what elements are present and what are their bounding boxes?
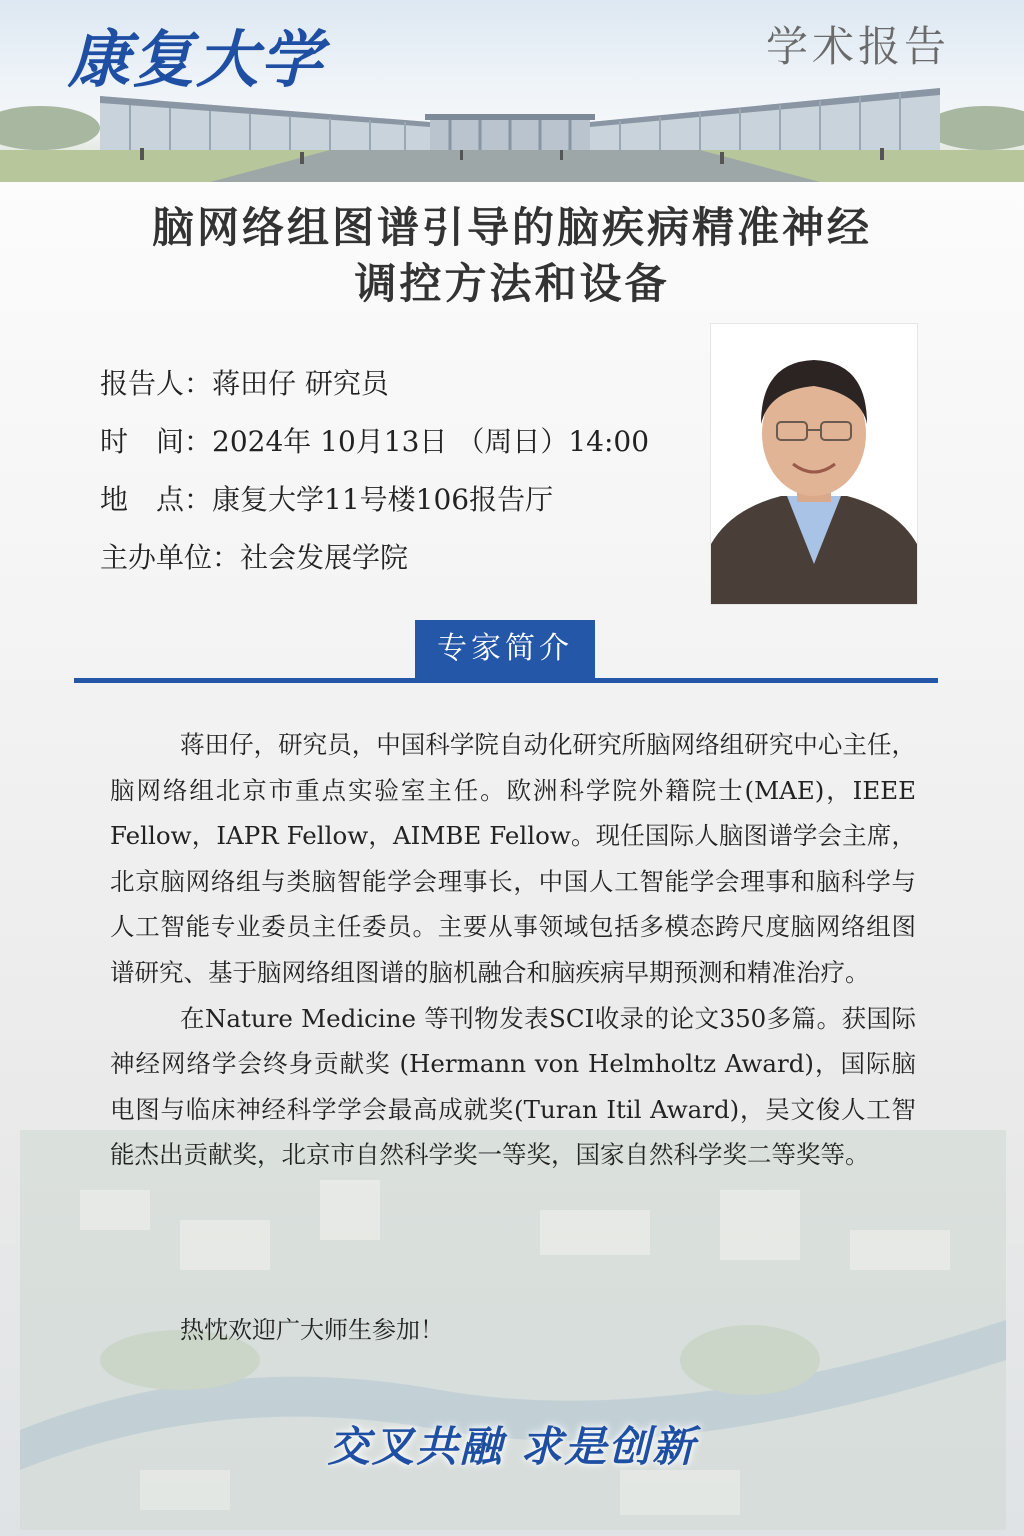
expert-intro-heading: 专家简介 bbox=[415, 620, 595, 678]
talk-title-line1: 脑网络组图谱引导的脑疾病精准神经 bbox=[151, 203, 872, 252]
header-banner bbox=[0, 0, 1024, 182]
speaker-row bbox=[100, 360, 649, 418]
talk-info bbox=[100, 360, 649, 592]
talk-title-line2: 调控方法和设备 bbox=[354, 259, 670, 308]
university-logo: 康复大学 bbox=[68, 23, 325, 96]
place-value: 康复大学11号楼106报告厅 bbox=[212, 483, 554, 516]
bio-paragraph-1: 蒋田仔，研究员，中国科学院自动化研究所脑网络组研究中心主任，脑网络组北京市重点实验室主任。欧洲科学院外籍院士(MAE)，IEEE Fellow，IAPR Fellow，AIMBE Fellow。现任国际人脑图谱学会主席，北京脑网络组与类脑智能学会理事长，中国人工智能学会理事和脑科学与人工智能专业委员主任委员。主要从事领域包括多模态跨尺度脑网络组图谱研究、基于脑网络组图谱的脑机融合和脑疾病早期预测和精准治疗。 bbox=[110, 730, 916, 987]
place-label: 地 点： bbox=[100, 483, 213, 516]
speaker-portrait bbox=[711, 324, 917, 604]
expert-bio bbox=[110, 722, 916, 1178]
host-label: 主办单位： bbox=[100, 541, 241, 574]
speaker-photo bbox=[710, 323, 918, 605]
slogan: 交叉共融 求是创新 bbox=[327, 1422, 697, 1471]
bio-paragraph-2: 在Nature Medicine 等刊物发表SCI收录的论文350多篇。获国际神经网络学会终身贡献奖 (Hermann von Helmholtz Award)，国际脑电图与临床神经科学学会最高成就奖(Turan Itil Award)，吴文俊人工智能杰出贡献奖，北京市自然科学奖一等奖，国家自然科学奖二等奖等。 bbox=[110, 1003, 916, 1170]
time-value: 2024年 10月13日 （周日）14:00 bbox=[212, 425, 650, 458]
academic-report-tag: 学术报告 bbox=[765, 22, 950, 71]
place-row bbox=[100, 476, 649, 534]
speaker-label: 报告人： bbox=[100, 367, 213, 400]
time-row bbox=[100, 418, 649, 476]
talk-title bbox=[0, 200, 1024, 312]
time-label: 时 间： bbox=[100, 425, 213, 458]
host-value: 社会发展学院 bbox=[240, 541, 409, 574]
speaker-value: 蒋田仔 研究员 bbox=[212, 367, 389, 400]
host-row bbox=[100, 534, 649, 592]
welcome-text: 热忱欢迎广大师生参加！ bbox=[180, 1316, 444, 1344]
section-divider bbox=[74, 678, 938, 683]
